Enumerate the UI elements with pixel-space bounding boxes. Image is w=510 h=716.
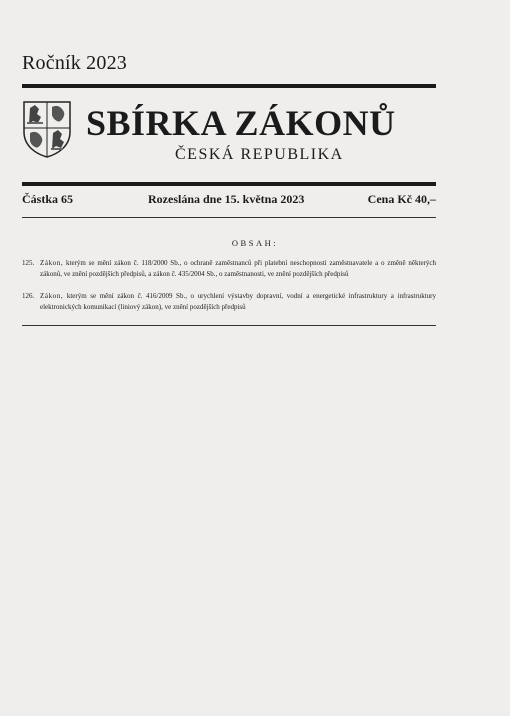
contents-end-rule <box>22 325 436 326</box>
entry-kind: Zákon, <box>40 259 64 267</box>
entry-text <box>40 258 436 279</box>
top-rule <box>22 84 436 88</box>
entry-number: 126. <box>22 292 35 300</box>
entry-number: 125. <box>22 259 35 267</box>
issue-meta-row <box>22 192 436 210</box>
entry-description: kterým se mění zákon č. 416/2009 Sb., o urychlení výstavby dopravní, vodní a energetické infrastruktury a infrastruktury elektronických komunikací (liniový zákon), ve znění pozdějších předpisů <box>40 292 436 311</box>
price: Cena Kč 40,– <box>367 192 436 206</box>
gazette-title: SBÍRKA ZÁKONŮ <box>86 103 396 143</box>
entry-description: kterým se mění zákon č. 118/2000 Sb., o ochraně zaměstnanců při platební neschopnosti zaměstnavatele a o změně některých zákonů, ve znění pozdějších předpisů, a zákon č. 435/2004 Sb., o zaměstnanosti, ve znění pozdějších předpisů <box>40 259 437 278</box>
country-subtitle: ČESKÁ REPUBLIKA <box>175 146 344 163</box>
entry-kind: Zákon, <box>40 292 64 300</box>
entry-text <box>40 291 436 312</box>
czech-coat-of-arms-icon <box>22 100 72 158</box>
contents-entry <box>22 258 436 279</box>
meta-rule <box>22 217 436 218</box>
issue-number: Částka 65 <box>22 192 74 206</box>
year-label: Ročník 2023 <box>22 52 127 74</box>
distribution-date: Rozeslána dne 15. května 2023 <box>148 192 305 206</box>
contents-heading: OBSAH: <box>231 238 279 248</box>
middle-rule <box>22 182 436 186</box>
contents-entry <box>22 291 436 312</box>
